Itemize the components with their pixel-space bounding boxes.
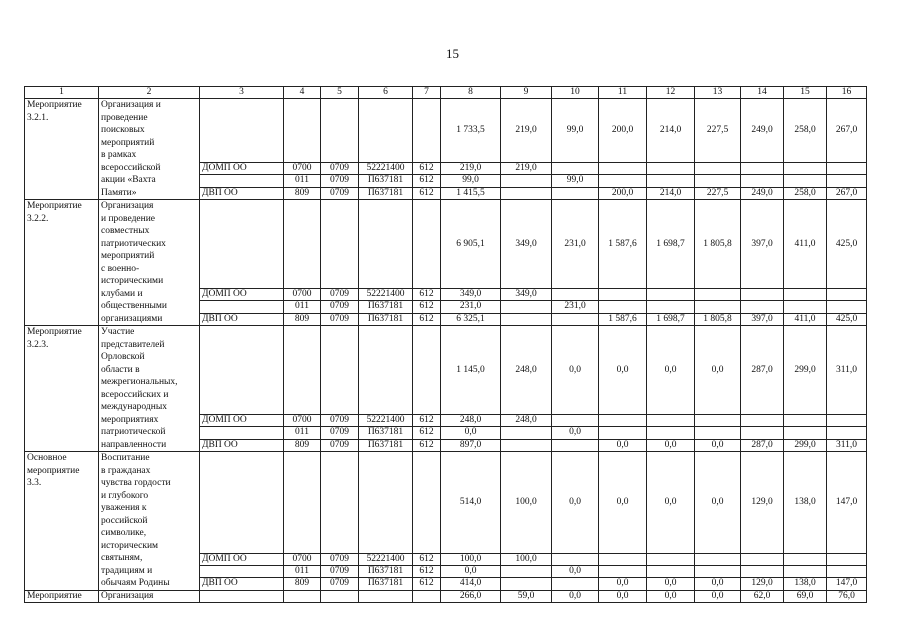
- value-col-8: 6 325,1: [441, 313, 501, 325]
- cell-empty: [321, 590, 359, 602]
- column-header-4: 4: [284, 87, 321, 99]
- cell-empty: [200, 326, 284, 415]
- target-article-code: П637181: [359, 427, 413, 439]
- total-value-col-15: 411,0: [784, 200, 827, 289]
- total-value-col-13: 1 805,8: [695, 200, 741, 289]
- target-article-code: 52221400: [359, 162, 413, 174]
- gr-code: 809: [284, 187, 321, 199]
- total-value-col-15: 138,0: [784, 452, 827, 554]
- value-col-10: 99,0: [552, 175, 599, 187]
- target-article-code: П637181: [359, 301, 413, 313]
- org-code: ДОМП ОО: [200, 289, 284, 301]
- value-col-12: 0,0: [647, 590, 695, 602]
- value-col-11: 1 587,6: [599, 313, 647, 325]
- total-value-col-13: 0,0: [695, 452, 741, 554]
- column-header-5: 5: [321, 87, 359, 99]
- gr-code: 809: [284, 578, 321, 590]
- org-code: [200, 301, 284, 313]
- value-col-13: 0,0: [695, 590, 741, 602]
- total-value-col-14: 129,0: [741, 452, 784, 554]
- column-header-15: 15: [784, 87, 827, 99]
- total-value-col-16: 267,0: [827, 99, 867, 163]
- value-col-15: [784, 553, 827, 565]
- column-header-12: 12: [647, 87, 695, 99]
- value-col-13: [695, 175, 741, 187]
- total-value-col-15: 299,0: [784, 326, 827, 415]
- column-header-2: 2: [99, 87, 200, 99]
- value-col-13: [695, 553, 741, 565]
- value-col-15: [784, 162, 827, 174]
- measure-partial-row: [25, 590, 867, 602]
- value-col-8: 219,0: [441, 162, 501, 174]
- value-col-10: [552, 187, 599, 199]
- gr-code: 0700: [284, 415, 321, 427]
- value-col-14: [741, 565, 784, 577]
- cell-empty: [359, 326, 413, 415]
- total-value-col-10: 0,0: [552, 452, 599, 554]
- value-col-9: [501, 565, 552, 577]
- value-col-8: 266,0: [441, 590, 501, 602]
- org-code: [200, 565, 284, 577]
- value-col-11: 0,0: [599, 578, 647, 590]
- cell-empty: [413, 99, 441, 163]
- value-col-16: 311,0: [827, 439, 867, 451]
- value-col-12: 0,0: [647, 439, 695, 451]
- total-value-col-16: 425,0: [827, 200, 867, 289]
- org-code: ДВП ОО: [200, 578, 284, 590]
- value-col-14: [741, 427, 784, 439]
- value-col-16: 76,0: [827, 590, 867, 602]
- value-col-9: 100,0: [501, 553, 552, 565]
- value-col-13: [695, 289, 741, 301]
- total-value-col-11: 200,0: [599, 99, 647, 163]
- value-col-11: 0,0: [599, 590, 647, 602]
- value-col-14: [741, 162, 784, 174]
- total-value-col-9: 219,0: [501, 99, 552, 163]
- value-col-10: [552, 553, 599, 565]
- column-header-9: 9: [501, 87, 552, 99]
- value-col-8: 99,0: [441, 175, 501, 187]
- target-article-code: 52221400: [359, 289, 413, 301]
- column-header-13: 13: [695, 87, 741, 99]
- measure-name: Участие представителей Орловской области в межрегиональных, всероссийских и международных мероприятиях патриотической направленности: [99, 326, 200, 452]
- section-code: 0709: [321, 578, 359, 590]
- cell-empty: [413, 590, 441, 602]
- org-code: ДОМП ОО: [200, 553, 284, 565]
- value-col-10: 0,0: [552, 590, 599, 602]
- org-code: [200, 427, 284, 439]
- value-col-10: [552, 415, 599, 427]
- cell-empty: [321, 99, 359, 163]
- expense-type-code: 612: [413, 415, 441, 427]
- value-col-11: [599, 301, 647, 313]
- total-value-col-9: 100,0: [501, 452, 552, 554]
- value-col-14: 249,0: [741, 187, 784, 199]
- value-col-9: [501, 175, 552, 187]
- section-code: 0709: [321, 439, 359, 451]
- value-col-9: [501, 301, 552, 313]
- column-header-8: 8: [441, 87, 501, 99]
- cell-empty: [321, 200, 359, 289]
- target-article-code: П637181: [359, 578, 413, 590]
- total-value-col-14: 249,0: [741, 99, 784, 163]
- target-article-code: П637181: [359, 439, 413, 451]
- value-col-9: [501, 313, 552, 325]
- gr-code: 011: [284, 301, 321, 313]
- value-col-12: [647, 415, 695, 427]
- value-col-10: [552, 289, 599, 301]
- value-col-15: [784, 175, 827, 187]
- cell-empty: [284, 200, 321, 289]
- page-number: 15: [446, 46, 459, 61]
- budget-table-wrapper: [24, 86, 866, 601]
- cell-empty: [284, 99, 321, 163]
- value-col-13: [695, 427, 741, 439]
- measure-label: Мероприятие 3.2.3.: [25, 326, 99, 452]
- measure-name: Организация и проведение совместных патриотических мероприятий с военно- историческими клубами и общественными организациями: [99, 200, 200, 326]
- section-code: 0709: [321, 187, 359, 199]
- value-col-11: [599, 162, 647, 174]
- total-value-col-10: 99,0: [552, 99, 599, 163]
- gr-code: 011: [284, 427, 321, 439]
- cell-empty: [359, 452, 413, 554]
- section-code: 0709: [321, 289, 359, 301]
- value-col-10: [552, 578, 599, 590]
- value-col-12: 0,0: [647, 578, 695, 590]
- value-col-8: 0,0: [441, 427, 501, 439]
- column-header-16: 16: [827, 87, 867, 99]
- cell-empty: [359, 99, 413, 163]
- value-col-13: 227,5: [695, 187, 741, 199]
- cell-empty: [284, 452, 321, 554]
- value-col-11: [599, 553, 647, 565]
- expense-type-code: 612: [413, 313, 441, 325]
- gr-code: 0700: [284, 162, 321, 174]
- value-col-11: [599, 175, 647, 187]
- total-value-col-9: 248,0: [501, 326, 552, 415]
- cell-empty: [359, 200, 413, 289]
- value-col-16: 425,0: [827, 313, 867, 325]
- cell-empty: [284, 590, 321, 602]
- value-col-8: 414,0: [441, 578, 501, 590]
- measure-total-row: [25, 452, 867, 554]
- value-col-16: [827, 427, 867, 439]
- value-col-10: [552, 313, 599, 325]
- column-number-row: [25, 87, 867, 99]
- measure-label: Мероприятие: [25, 590, 99, 602]
- expense-type-code: 612: [413, 565, 441, 577]
- value-col-15: [784, 301, 827, 313]
- value-col-16: [827, 289, 867, 301]
- section-code: 0709: [321, 301, 359, 313]
- total-value-col-10: 231,0: [552, 200, 599, 289]
- expense-type-code: 612: [413, 439, 441, 451]
- total-value-col-14: 287,0: [741, 326, 784, 415]
- value-col-13: [695, 162, 741, 174]
- value-col-16: [827, 301, 867, 313]
- value-col-15: 411,0: [784, 313, 827, 325]
- value-col-11: [599, 565, 647, 577]
- value-col-9: [501, 427, 552, 439]
- value-col-8: 248,0: [441, 415, 501, 427]
- total-value-col-16: 147,0: [827, 452, 867, 554]
- column-header-7: 7: [413, 87, 441, 99]
- measure-name: Организация и проведение поисковых мероприятий в рамках всероссийской акции «Вахта Памяти»: [99, 99, 200, 200]
- cell-empty: [359, 590, 413, 602]
- value-col-15: 138,0: [784, 578, 827, 590]
- section-code: 0709: [321, 427, 359, 439]
- expense-type-code: 612: [413, 175, 441, 187]
- total-value-col-12: 214,0: [647, 99, 695, 163]
- measure-name: Организация: [99, 590, 200, 602]
- value-col-11: [599, 289, 647, 301]
- value-col-13: 1 805,8: [695, 313, 741, 325]
- total-value-col-12: 0,0: [647, 326, 695, 415]
- value-col-12: 214,0: [647, 187, 695, 199]
- total-value-col-16: 311,0: [827, 326, 867, 415]
- total-value-col-11: 0,0: [599, 326, 647, 415]
- value-col-14: [741, 175, 784, 187]
- value-col-15: 299,0: [784, 439, 827, 451]
- org-code: ДВП ОО: [200, 439, 284, 451]
- value-col-16: 147,0: [827, 578, 867, 590]
- value-col-13: 0,0: [695, 439, 741, 451]
- value-col-14: [741, 289, 784, 301]
- value-col-13: [695, 565, 741, 577]
- value-col-16: 267,0: [827, 187, 867, 199]
- total-value-col-11: 1 587,6: [599, 200, 647, 289]
- value-col-14: [741, 301, 784, 313]
- value-col-12: 1 698,7: [647, 313, 695, 325]
- section-code: 0709: [321, 175, 359, 187]
- total-value-col-9: 349,0: [501, 200, 552, 289]
- total-value-col-15: 258,0: [784, 99, 827, 163]
- value-col-9: [501, 439, 552, 451]
- value-col-8: 231,0: [441, 301, 501, 313]
- total-value-col-13: 0,0: [695, 326, 741, 415]
- value-col-15: [784, 415, 827, 427]
- value-col-13: [695, 415, 741, 427]
- value-col-15: 69,0: [784, 590, 827, 602]
- column-header-11: 11: [599, 87, 647, 99]
- value-col-10: 0,0: [552, 565, 599, 577]
- measure-label: Основное мероприятие 3.3.: [25, 452, 99, 591]
- total-value-col-11: 0,0: [599, 452, 647, 554]
- gr-code: 809: [284, 313, 321, 325]
- value-col-14: 397,0: [741, 313, 784, 325]
- target-article-code: П637181: [359, 565, 413, 577]
- value-col-12: [647, 289, 695, 301]
- value-col-10: 0,0: [552, 427, 599, 439]
- expense-type-code: 612: [413, 301, 441, 313]
- value-col-13: 0,0: [695, 578, 741, 590]
- column-header-6: 6: [359, 87, 413, 99]
- cell-empty: [200, 99, 284, 163]
- gr-code: 0700: [284, 553, 321, 565]
- measure-total-row: [25, 326, 867, 415]
- value-col-11: [599, 415, 647, 427]
- value-col-14: [741, 415, 784, 427]
- value-col-11: [599, 427, 647, 439]
- budget-table: [24, 86, 867, 603]
- value-col-14: 129,0: [741, 578, 784, 590]
- cell-empty: [413, 452, 441, 554]
- value-col-16: [827, 415, 867, 427]
- value-col-9: 59,0: [501, 590, 552, 602]
- cell-empty: [200, 200, 284, 289]
- value-col-15: 258,0: [784, 187, 827, 199]
- value-col-10: [552, 439, 599, 451]
- target-article-code: 52221400: [359, 415, 413, 427]
- cell-empty: [200, 452, 284, 554]
- org-code: ДВП ОО: [200, 313, 284, 325]
- measure-label: Мероприятие 3.2.1.: [25, 99, 99, 200]
- value-col-13: [695, 301, 741, 313]
- value-col-9: [501, 578, 552, 590]
- section-code: 0709: [321, 565, 359, 577]
- value-col-10: 231,0: [552, 301, 599, 313]
- cell-empty: [321, 452, 359, 554]
- gr-code: 011: [284, 565, 321, 577]
- total-value-col-12: 1 698,7: [647, 200, 695, 289]
- value-col-15: [784, 565, 827, 577]
- value-col-14: [741, 553, 784, 565]
- value-col-12: [647, 175, 695, 187]
- value-col-12: [647, 427, 695, 439]
- expense-type-code: 612: [413, 578, 441, 590]
- measure-total-row: [25, 99, 867, 163]
- value-col-12: [647, 301, 695, 313]
- value-col-9: 349,0: [501, 289, 552, 301]
- total-value-col-13: 227,5: [695, 99, 741, 163]
- value-col-15: [784, 427, 827, 439]
- target-article-code: П637181: [359, 187, 413, 199]
- total-value-col-12: 0,0: [647, 452, 695, 554]
- section-code: 0709: [321, 553, 359, 565]
- target-article-code: 52221400: [359, 553, 413, 565]
- total-value-col-8: 514,0: [441, 452, 501, 554]
- column-header-10: 10: [552, 87, 599, 99]
- value-col-12: [647, 162, 695, 174]
- section-code: 0709: [321, 162, 359, 174]
- cell-empty: [321, 326, 359, 415]
- gr-code: 0700: [284, 289, 321, 301]
- section-code: 0709: [321, 415, 359, 427]
- cell-empty: [200, 590, 284, 602]
- value-col-9: [501, 187, 552, 199]
- value-col-8: 1 415,5: [441, 187, 501, 199]
- gr-code: 809: [284, 439, 321, 451]
- measure-total-row: [25, 200, 867, 289]
- value-col-16: [827, 175, 867, 187]
- total-value-col-8: 1 145,0: [441, 326, 501, 415]
- value-col-15: [784, 289, 827, 301]
- total-value-col-8: 6 905,1: [441, 200, 501, 289]
- target-article-code: П637181: [359, 175, 413, 187]
- value-col-16: [827, 553, 867, 565]
- org-code: ДОМП ОО: [200, 162, 284, 174]
- total-value-col-14: 397,0: [741, 200, 784, 289]
- measure-name: Воспитание в гражданах чувства гордости и глубокого уважения к российской символике, историческим святыням, традициям и обычаям Родины: [99, 452, 200, 591]
- cell-empty: [413, 200, 441, 289]
- value-col-8: 0,0: [441, 565, 501, 577]
- expense-type-code: 612: [413, 427, 441, 439]
- gr-code: 011: [284, 175, 321, 187]
- total-value-col-8: 1 733,5: [441, 99, 501, 163]
- total-value-col-10: 0,0: [552, 326, 599, 415]
- value-col-8: 100,0: [441, 553, 501, 565]
- expense-type-code: 612: [413, 187, 441, 199]
- value-col-9: 248,0: [501, 415, 552, 427]
- expense-type-code: 612: [413, 162, 441, 174]
- org-code: ДВП ОО: [200, 187, 284, 199]
- value-col-8: 349,0: [441, 289, 501, 301]
- cell-empty: [284, 326, 321, 415]
- value-col-8: 897,0: [441, 439, 501, 451]
- expense-type-code: 612: [413, 289, 441, 301]
- value-col-10: [552, 162, 599, 174]
- value-col-11: 0,0: [599, 439, 647, 451]
- value-col-14: 62,0: [741, 590, 784, 602]
- expense-type-code: 612: [413, 553, 441, 565]
- target-article-code: П637181: [359, 313, 413, 325]
- value-col-9: 219,0: [501, 162, 552, 174]
- value-col-16: [827, 162, 867, 174]
- value-col-11: 200,0: [599, 187, 647, 199]
- value-col-16: [827, 565, 867, 577]
- org-code: [200, 175, 284, 187]
- column-header-1: 1: [25, 87, 99, 99]
- column-header-14: 14: [741, 87, 784, 99]
- section-code: 0709: [321, 313, 359, 325]
- cell-empty: [413, 326, 441, 415]
- value-col-12: [647, 553, 695, 565]
- column-header-3: 3: [200, 87, 284, 99]
- value-col-14: 287,0: [741, 439, 784, 451]
- measure-label: Мероприятие 3.2.2.: [25, 200, 99, 326]
- value-col-12: [647, 565, 695, 577]
- org-code: ДОМП ОО: [200, 415, 284, 427]
